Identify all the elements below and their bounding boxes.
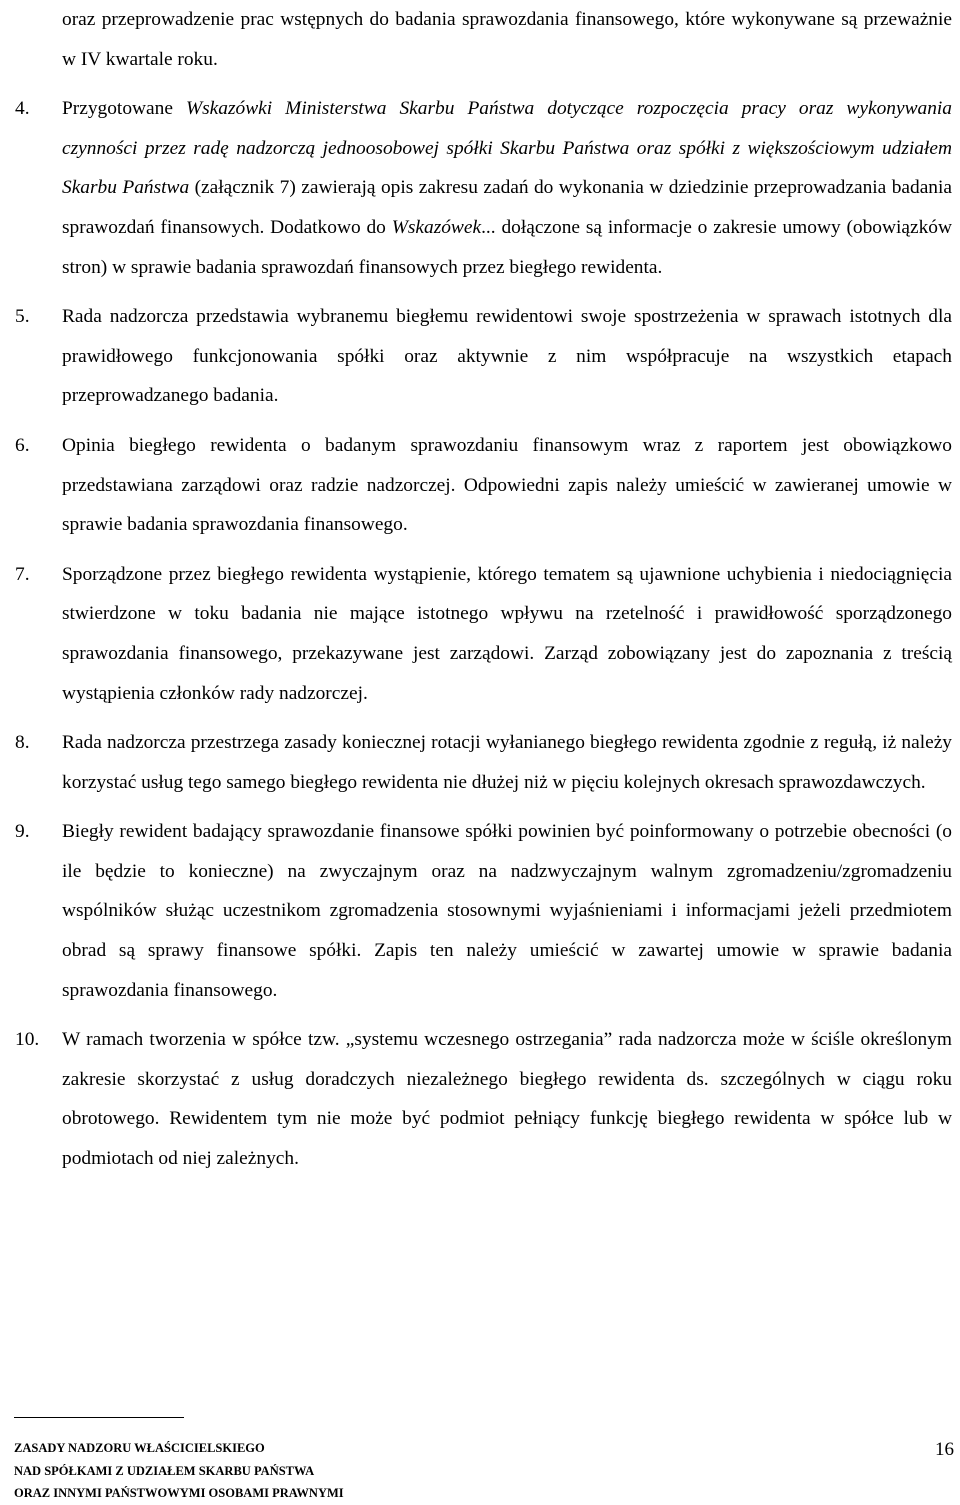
list-item	[15, 1020, 952, 1178]
list-item-number: 6.	[15, 434, 30, 456]
list-item	[15, 723, 952, 802]
page-footer	[14, 1437, 714, 1505]
footer-line: NAD SPÓŁKAMI Z UDZIAŁEM SKARBU PAŃSTWA	[14, 1463, 315, 1478]
italic-title: Wskazówki Ministerstwa Skarbu Państwa dotyczące rozpoczęcia pracy oraz wykonywania czynności przez radę nadzorczą jednoosobowej spółki Skarbu Państwa oraz spółki z większościowym udziałem Skarbu Państwa	[62, 98, 952, 199]
list-item	[15, 297, 952, 416]
text-run: (załącznik 7) zawierają opis zakresu zadań do wykonania w dziedzinie przeprowadzania badania sprawozdań finansowych. Dodatkowo do	[62, 177, 952, 238]
list-item-text: Rada nadzorcza przedstawia wybranemu biegłemu rewidentowi swoje spostrzeżenia w sprawach istotnych dla prawidłowego funkcjonowania spółki oraz aktywnie z nim współpracuje na wszystkich etapach przeprowadzanego badania.	[62, 306, 952, 407]
footer-line: ZASADY NADZORU WŁAŚCICIELSKIEGO	[14, 1441, 265, 1455]
intro-paragraph: oraz przeprowadzenie prac wstępnych do badania sprawozdania finansowego, które wykonywane są przeważnie w IV kwartale roku.	[62, 9, 952, 70]
text-run: ... dołączone są informacje o zakresie umowy (obowiązków stron) w sprawie badania sprawozdań finansowych przez biegłego rewidenta.	[62, 216, 952, 278]
list-item	[15, 555, 952, 713]
list-item-number: 5.	[15, 306, 30, 328]
document-body	[15, 0, 952, 1189]
list-item-number: 7.	[15, 563, 30, 585]
list-item-number: 4.	[15, 98, 30, 120]
list-item-number: 10.	[15, 1029, 40, 1051]
list-item-number: 8.	[15, 732, 30, 754]
italic-title: Wskazówek	[391, 216, 482, 238]
list-item	[15, 89, 952, 287]
list-item-text	[62, 89, 952, 287]
list-item-text: Opinia biegłego rewidenta o badanym sprawozdaniu finansowym wraz z raportem jest obowiązkowo przedstawiana zarządowi oraz radzie nadzorczej. Odpowiedni zapis należy umieścić w zawieranej umowie w sprawie badania sprawozdania finansowego.	[62, 434, 952, 536]
list-item-text: W ramach tworzenia w spółce tzw. „systemu wczesnego ostrzegania” rada nadzorcza może w ściśle określonym zakresie skorzystać z usług doradczych niezależnego biegłego rewidenta ds. szczególnych w ciągu roku obrotowego. Rewidentem tym nie może być podmiot pełniący funkcję biegłego rewidenta w spółce lub w podmiotach od niej zależnych.	[62, 1029, 952, 1170]
footer-divider	[14, 1417, 184, 1418]
footer-line: ORAZ INNYMI PAŃSTWOWYMI OSOBAMI PRAWNYMI	[14, 1486, 344, 1500]
list-item	[15, 812, 952, 1010]
text-run: Przygotowane	[62, 98, 186, 120]
list-item	[15, 426, 952, 545]
list-item-number: 9.	[15, 821, 30, 843]
list-item-text: Rada nadzorcza przestrzega zasady koniecznej rotacji wyłanianego biegłego rewidenta zgodnie z regułą, iż należy korzystać usług tego samego biegłego rewidenta nie dłużej niż w pięciu kolejnych okresach sprawozdawczych.	[62, 732, 952, 793]
list-item-text: Biegły rewident badający sprawozdanie finansowe spółki powinien być poinformowany o potrzebie obecności (o ile będzie to konieczne) na zwyczajnym oraz na nadzwyczajnym walnym zgromadzeniu/zgromadzeniu wspólników służąc uczestnikom zgromadzenia stosownymi wyjaśnieniami i informacjami jeżeli przedmiotem obrad są sprawy finansowe spółki. Zapis ten należy umieścić w zawartej umowie w sprawie badania sprawozdania finansowego.	[62, 821, 952, 1001]
list-item-text: Sporządzone przez biegłego rewidenta wystąpienie, którego tematem są ujawnione uchybienia i niedociągnięcia stwierdzone w toku badania nie mające istotnego wpływu na rzetelność i prawidłowość sporządzonego sprawozdania finansowego, przekazywane jest zarządowi. Zarząd zobowiązany jest do zapoznania z treścią wystąpienia członków rady nadzorczej.	[62, 563, 952, 704]
page-number: 16	[935, 1439, 954, 1460]
